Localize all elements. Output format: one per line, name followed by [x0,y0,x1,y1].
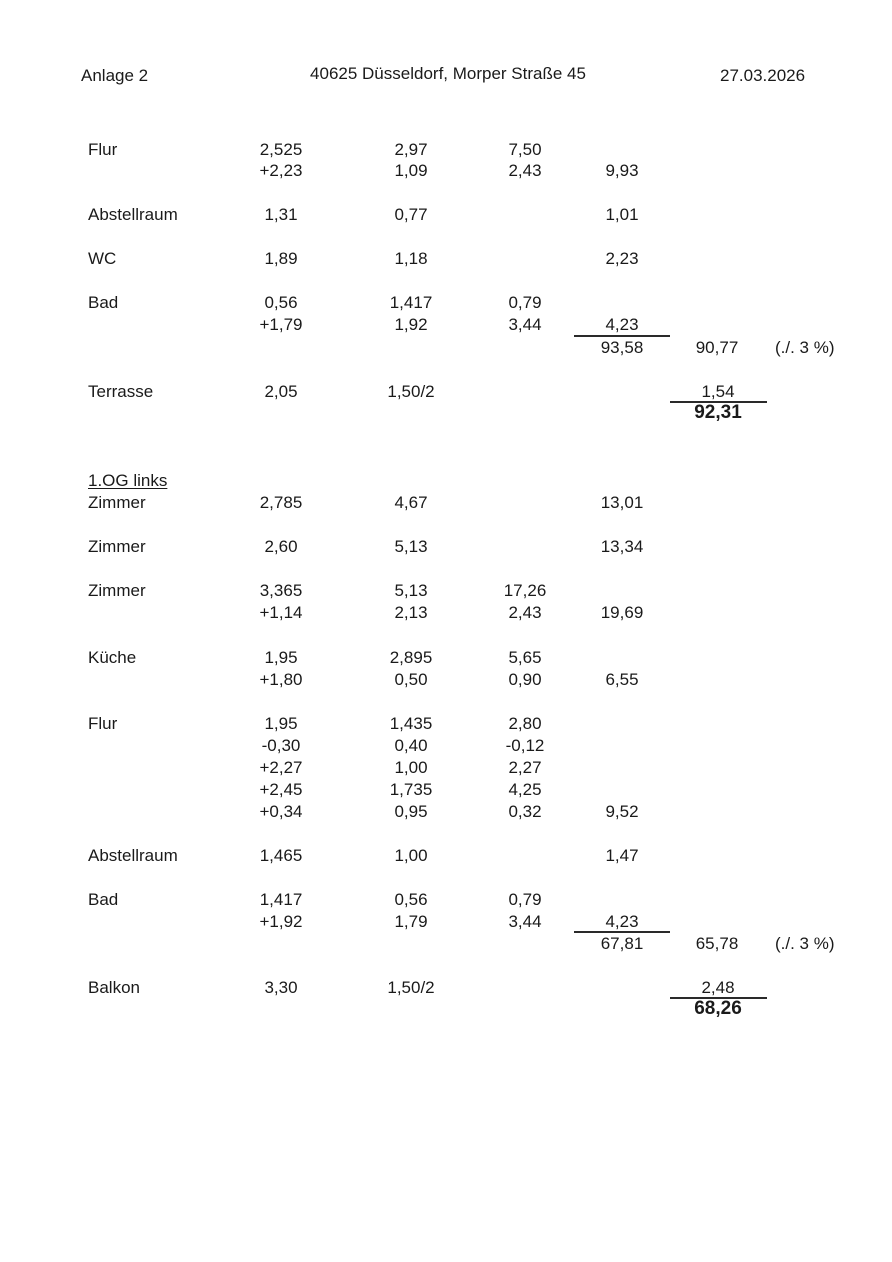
room-label: Balkon [88,978,140,997]
room-area-value: 13,34 [600,537,644,556]
area-value: 7,50 [508,140,542,159]
length-value: 3,30 [264,978,298,997]
room-area-value: 13,01 [600,493,644,512]
room-area-value: 1,47 [605,846,639,865]
room-label: WC [88,249,117,268]
room-label: Zimmer [88,537,146,556]
length-value: 2,60 [264,537,298,556]
area-value: 0,79 [508,890,542,909]
reduced-subtotal-value: 65,78 [695,934,739,953]
width-value: 1,00 [394,758,428,777]
width-value: 2,13 [394,603,428,622]
width-value: 1,79 [394,912,428,931]
length-value: 1,95 [264,648,298,667]
balcony-area-value: 2,48 [701,978,735,997]
room-area-value: 1,01 [605,205,639,224]
room-label: Bad [88,293,119,312]
width-value: 4,67 [394,493,428,512]
subtotal-value: 93,58 [600,338,644,357]
deduction-note: (./. 3 %) [775,338,835,357]
width-value: 5,13 [394,581,428,600]
length-value: 1,417 [259,890,303,909]
length-value: 2,525 [259,140,303,159]
width-value: 0,77 [394,205,428,224]
length-value: +2,45 [259,780,303,799]
deduction-note: (./. 3 %) [775,934,835,953]
subtotal-rule [574,931,670,933]
length-value: +2,23 [259,161,303,180]
length-value: +1,80 [259,670,303,689]
header-annex-label: Anlage 2 [81,66,149,85]
room-area-value: 2,23 [605,249,639,268]
area-value: 0,90 [508,670,542,689]
room-area-value: 9,52 [605,802,639,821]
header-address: 40625 Düsseldorf, Morper Straße 45 [310,64,586,83]
room-label: Abstellraum [88,205,178,224]
room-area-value: 4,23 [605,315,639,334]
area-value: 2,27 [508,758,542,777]
area-value: 2,43 [508,603,542,622]
room-label: Küche [88,648,137,667]
area-value: 0,79 [508,293,542,312]
length-value: +2,27 [259,758,303,777]
area-value: -0,12 [505,736,545,755]
room-label: Abstellraum [88,846,178,865]
width-value: 1,735 [389,780,433,799]
area-value: 2,43 [508,161,542,180]
width-value: 0,40 [394,736,428,755]
width-value: 5,13 [394,537,428,556]
room-label: Flur [88,714,118,733]
room-label: Zimmer [88,493,146,512]
area-value: 3,44 [508,315,542,334]
room-label: Bad [88,890,119,909]
area-value: 2,80 [508,714,542,733]
length-value: 2,785 [259,493,303,512]
subtotal-rule [574,335,670,337]
length-value: 1,89 [264,249,298,268]
length-value: 1,95 [264,714,298,733]
room-label: Zimmer [88,581,146,600]
width-value: 1,435 [389,714,433,733]
length-value: 1,465 [259,846,303,865]
area-value: 3,44 [508,912,542,931]
terrace-area-value: 1,54 [701,382,735,401]
room-area-value: 19,69 [600,603,644,622]
room-label: Flur [88,140,118,159]
section-heading: 1.OG links [88,471,168,490]
area-value: 17,26 [503,581,547,600]
length-value: +1,79 [259,315,303,334]
area-value: 4,25 [508,780,542,799]
room-area-value: 6,55 [605,670,639,689]
length-value: 2,05 [264,382,298,401]
subtotal-value: 67,81 [600,934,644,953]
area-value: 5,65 [508,648,542,667]
width-value: 1,50/2 [387,978,435,997]
width-value: 1,09 [394,161,428,180]
width-value: 0,56 [394,890,428,909]
width-value: 1,18 [394,249,428,268]
area-value: 0,32 [508,802,542,821]
width-value: 2,97 [394,140,428,159]
width-value: 2,895 [389,648,433,667]
width-value: 0,50 [394,670,428,689]
length-value: 1,31 [264,205,298,224]
width-value: 1,417 [389,293,433,312]
header-date: 27.03.2026 [720,66,806,85]
width-value: 0,95 [394,802,428,821]
length-value: 3,365 [259,581,303,600]
total-value: 68,26 [694,998,742,1019]
total-value: 92,31 [694,402,742,423]
room-area-value: 9,93 [605,161,639,180]
length-value: +1,92 [259,912,303,931]
width-value: 1,92 [394,315,428,334]
room-area-value: 4,23 [605,912,639,931]
length-value: +1,14 [259,603,303,622]
length-value: -0,30 [261,736,301,755]
reduced-subtotal-value: 90,77 [695,338,739,357]
room-label: Terrasse [88,382,154,401]
length-value: 0,56 [264,293,298,312]
width-value: 1,00 [394,846,428,865]
length-value: +0,34 [259,802,303,821]
width-value: 1,50/2 [387,382,435,401]
